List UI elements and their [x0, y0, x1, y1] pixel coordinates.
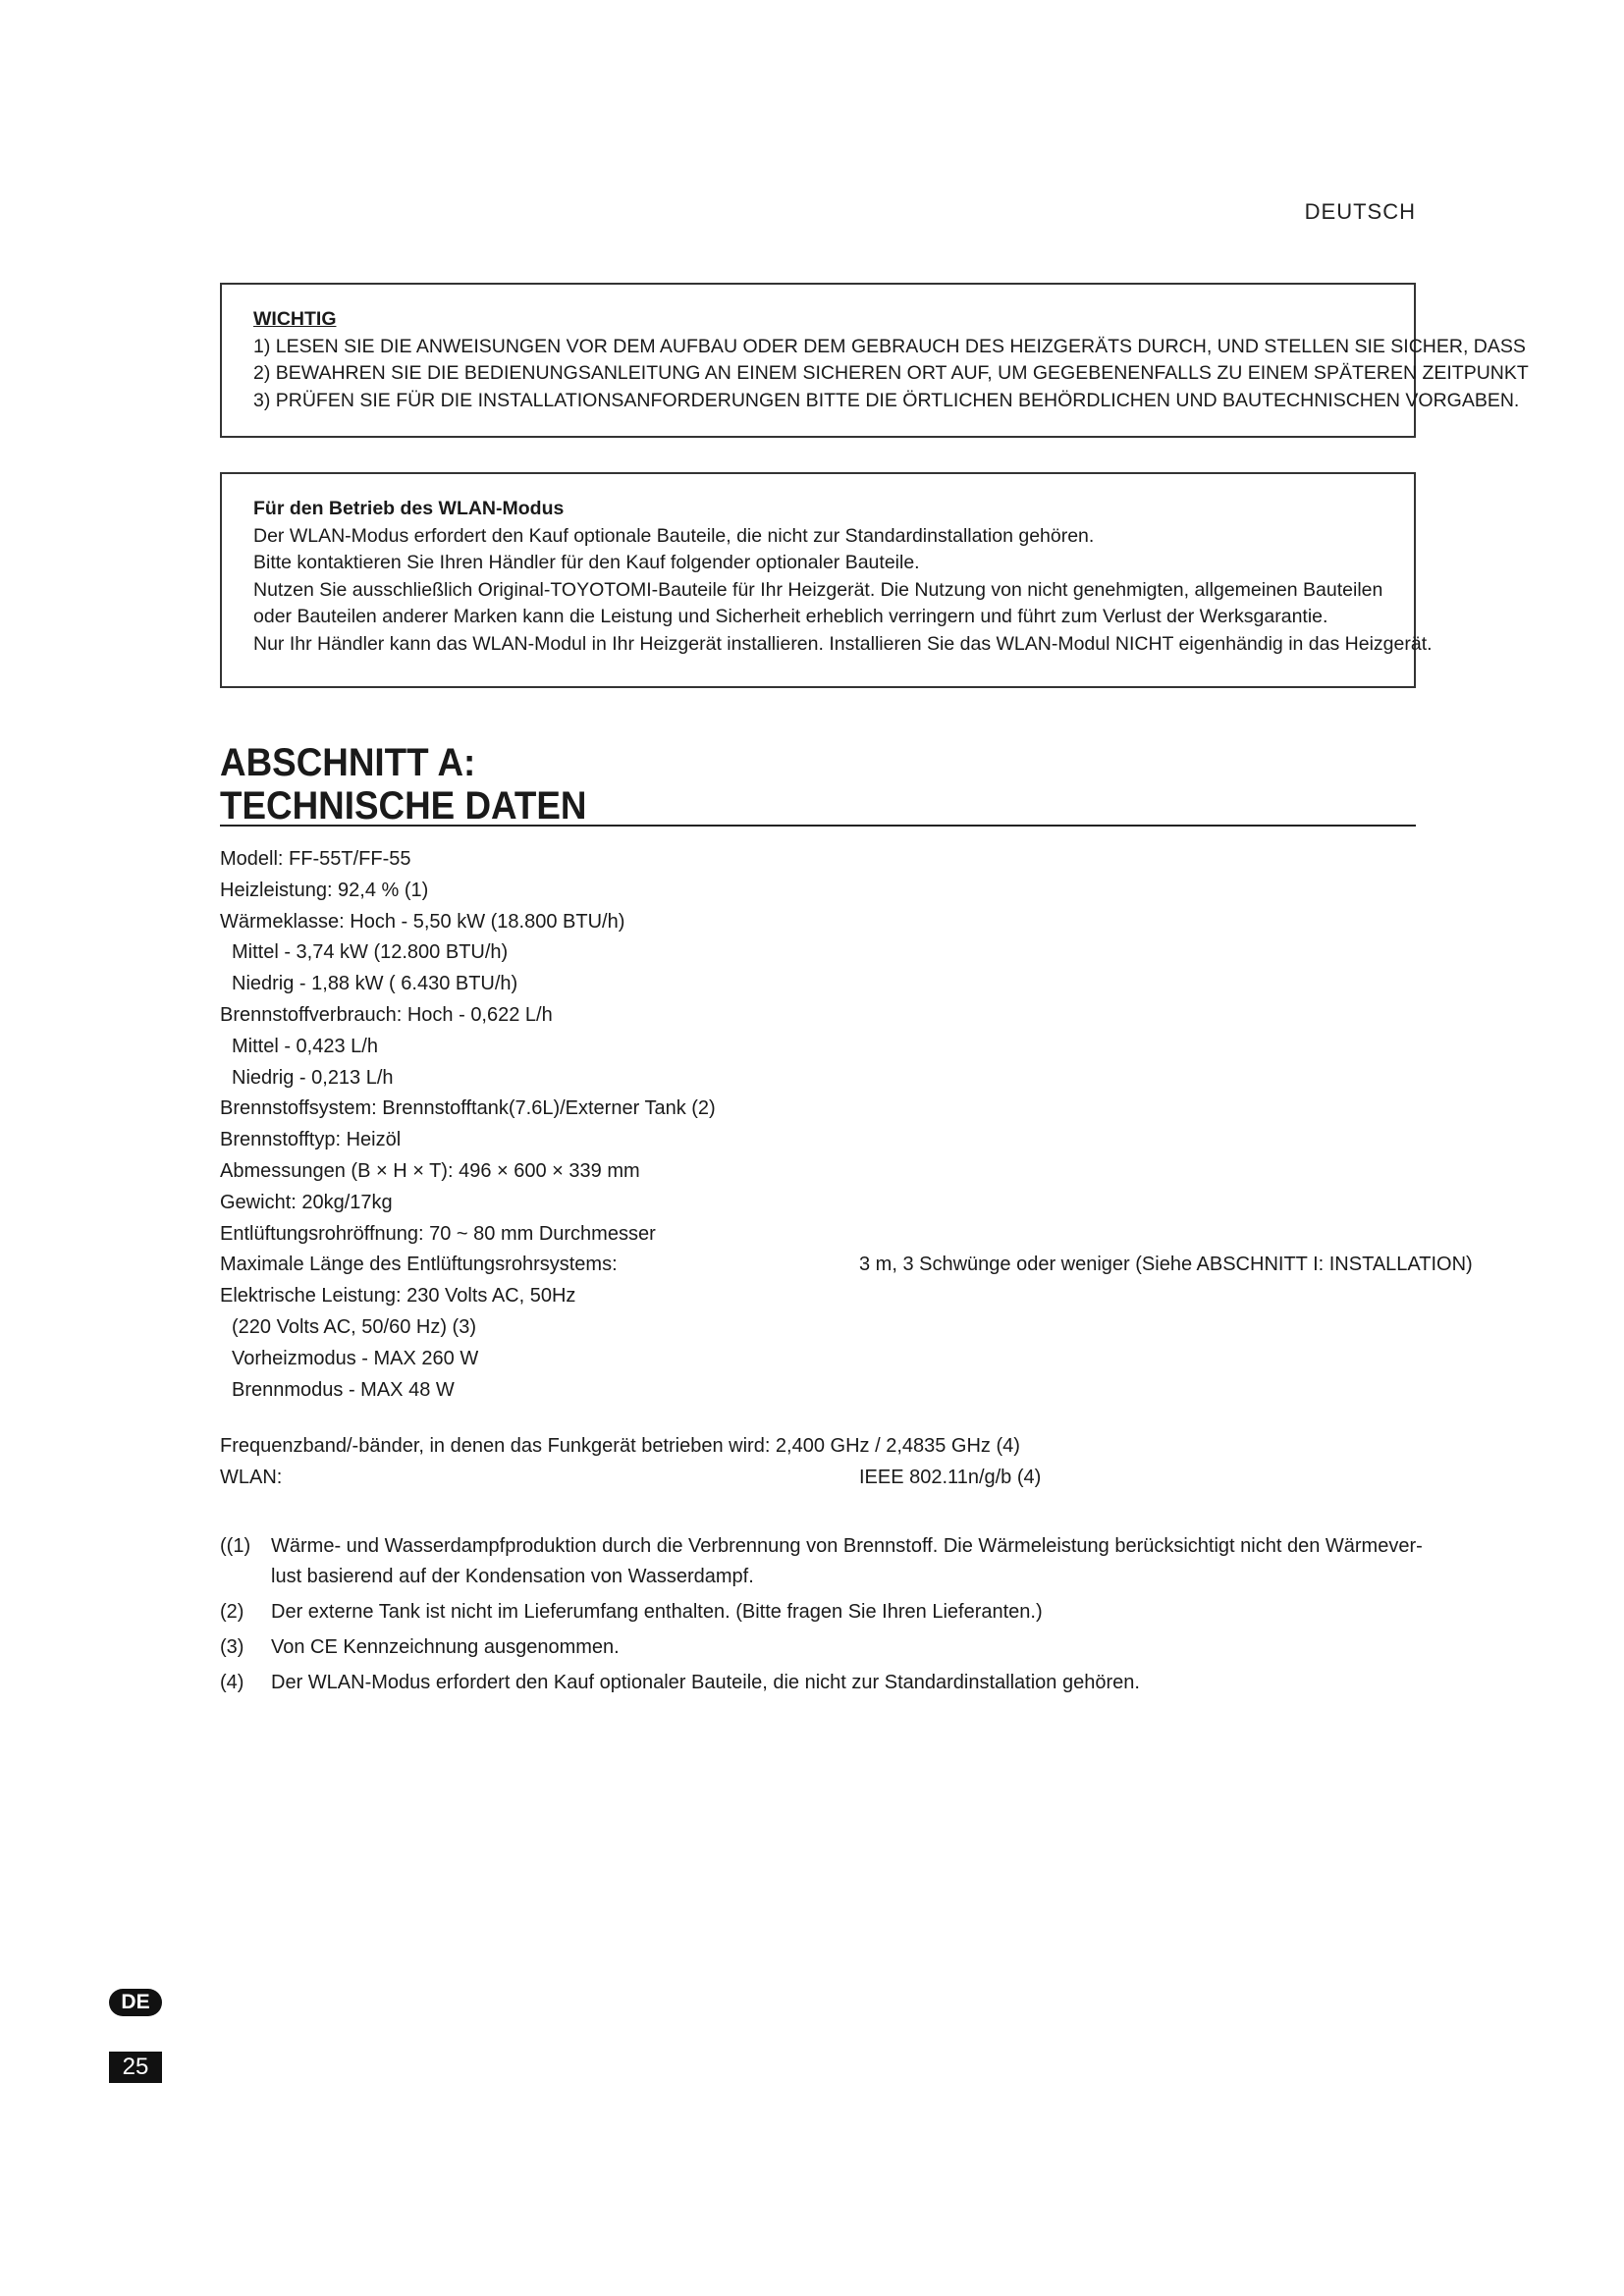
spec-gap [220, 1406, 1428, 1431]
important-notice-box [220, 283, 1529, 438]
wlan-notice-line: Nutzen Sie ausschließlich Original-TOYOTOMI-Bauteile für Ihr Heizgerät. Die Nutzung von nicht genehmigten, allgemeinen Bauteilen [253, 578, 1383, 601]
footnote-number: (4) [220, 1672, 244, 1693]
spec-text: Frequenzband/-bänder, in denen das Funkgerät betrieben wird: 2,400 GHz / 2,4835 GHz (4) [220, 1435, 1020, 1458]
footnote-number: ((1) [220, 1535, 251, 1557]
spec-row [220, 1032, 1428, 1063]
spec-text: Maximale Länge des Entlüftungsrohrsystems: [220, 1254, 618, 1276]
spec-row [220, 1000, 1428, 1032]
spec-row [220, 937, 1428, 969]
spec-value-right: IEEE 802.11n/g/b (4) [859, 1467, 1042, 1489]
spec-row [220, 1250, 1473, 1281]
important-notice-line: 1) LESEN SIE DIE ANWEISUNGEN VOR DEM AUFBAU ODER DEM GEBRAUCH DES HEIZGERÄTS DURCH, UND STELLEN SIE SICHER, DASS [253, 335, 1526, 357]
footnote-number: (2) [220, 1601, 244, 1623]
wlan-notice-line: Nur Ihr Händler kann das WLAN-Modul in Ihr Heizgerät installieren. Installieren Sie das WLAN-Modul NICHT eigenhändig in das Heizgerät. [253, 632, 1433, 655]
spec-text: (220 Volts AC, 50/60 Hz) (3) [232, 1315, 477, 1338]
spec-row [220, 969, 1428, 1000]
spec-row [220, 1188, 1428, 1219]
spec-text: Entlüftungsrohröffnung: 70 ~ 80 mm Durchmesser [220, 1222, 656, 1245]
wlan-notice-line: Bitte kontaktieren Sie Ihren Händler für den Kauf folgender optionaler Bauteile. [253, 552, 920, 573]
footnote [220, 1632, 1423, 1663]
language-badge: DE [109, 1989, 162, 2016]
spec-text: Brennstoffsystem: Brennstofftank(7.6L)/Externer Tank (2) [220, 1097, 716, 1120]
section-heading-line2: TECHNISCHE DATEN [220, 784, 587, 828]
section-divider [220, 825, 1416, 827]
spec-text: Modell: FF-55T/FF-55 [220, 848, 411, 870]
footnote-text: Der WLAN-Modus erfordert den Kauf optionaler Bauteile, die nicht zur Standardinstallation gehören. [271, 1672, 1140, 1693]
footnote [220, 1668, 1423, 1698]
language-header: DEUTSCH [1304, 199, 1416, 224]
spec-text: WLAN: [220, 1467, 283, 1489]
spec-row [220, 1312, 1428, 1344]
spec-text: Niedrig - 1,88 kW ( 6.430 BTU/h) [232, 973, 518, 995]
section-heading-line1: ABSCHNITT A: [220, 741, 476, 784]
spec-row [220, 1094, 1428, 1125]
spec-row [220, 1344, 1428, 1375]
important-notice-line: 2) BEWAHREN SIE DIE BEDIENUNGSANLEITUNG AN EINEM SICHEREN ORT AUF, UM GEGEBENENFALLS ZU EINEM SPÄTEREN ZEITPUNKT [253, 362, 1529, 384]
section-heading [220, 741, 1321, 828]
radio-spec-row [220, 1463, 1428, 1494]
spec-row [220, 1375, 1428, 1407]
spec-text: Gewicht: 20kg/17kg [220, 1191, 393, 1213]
spec-row [220, 844, 1428, 876]
spec-row [220, 1125, 1428, 1156]
spec-text: Heizleistung: 92,4 % (1) [220, 879, 429, 901]
spec-row [220, 1156, 1428, 1188]
wlan-notice-box [220, 472, 1433, 688]
footnotes [220, 1531, 1423, 1703]
spec-text: Wärmeklasse: Hoch - 5,50 kW (18.800 BTU/h) [220, 910, 625, 933]
footnote-text: Der externe Tank ist nicht im Lieferumfang enthalten. (Bitte fragen Sie Ihren Lieferanten.) [271, 1601, 1043, 1623]
important-notice-title: WICHTIG [253, 308, 337, 330]
page-number: 25 [109, 2052, 162, 2083]
wlan-notice-line: oder Bauteilen anderer Marken kann die Leistung und Sicherheit erheblich verringern und führt zum Verlust der Werksgarantie. [253, 606, 1328, 627]
spec-row [220, 876, 1428, 907]
spec-text: Brennstofftyp: Heizöl [220, 1129, 402, 1151]
wlan-notice-line: Der WLAN-Modus erfordert den Kauf optionale Bauteile, die nicht zur Standardinstallation gehören. [253, 524, 1095, 547]
spec-text: Vorheizmodus - MAX 260 W [232, 1347, 479, 1369]
footnote [220, 1531, 1423, 1592]
spec-list [220, 844, 1473, 1494]
footnote [220, 1597, 1423, 1628]
spec-row [220, 1063, 1428, 1095]
spec-text: Brennstoffverbrauch: Hoch - 0,622 L/h [220, 1003, 553, 1026]
spec-text: Elektrische Leistung: 230 Volts AC, 50Hz [220, 1285, 576, 1308]
spec-value-right: 3 m, 3 Schwünge oder weniger (Siehe ABSCHNITT I: INSTALLATION) [859, 1254, 1473, 1276]
spec-text: Abmessungen (B × H × T): 496 × 600 × 339 mm [220, 1159, 640, 1182]
spec-row [220, 1281, 1428, 1312]
footnote-text: Wärme- und Wasserdampfproduktion durch die Verbrennung von Brennstoff. Die Wärmeleistung berücksichtigt nicht den Wärmever-lust basierend auf der Kondensation von Wasserdampf. [271, 1535, 1423, 1587]
footnote-number: (3) [220, 1636, 244, 1658]
spec-text: Brennmodus - MAX 48 W [232, 1378, 455, 1401]
spec-text: Niedrig - 0,213 L/h [232, 1066, 394, 1089]
wlan-notice-title: Für den Betrieb des WLAN-Modus [253, 498, 565, 519]
spec-row [220, 1219, 1428, 1251]
important-notice-line: 3) PRÜFEN SIE FÜR DIE INSTALLATIONSANFORDERUNGEN BITTE DIE ÖRTLICHEN BEHÖRDLICHEN UND BAUTECHNISCHEN VORGABEN. [253, 389, 1520, 411]
spec-text: Mittel - 3,74 kW (12.800 BTU/h) [232, 941, 509, 964]
spec-row [220, 907, 1428, 938]
radio-spec-row [220, 1431, 1428, 1463]
spec-text: Mittel - 0,423 L/h [232, 1035, 378, 1057]
footnote-text: Von CE Kennzeichnung ausgenommen. [271, 1636, 620, 1658]
